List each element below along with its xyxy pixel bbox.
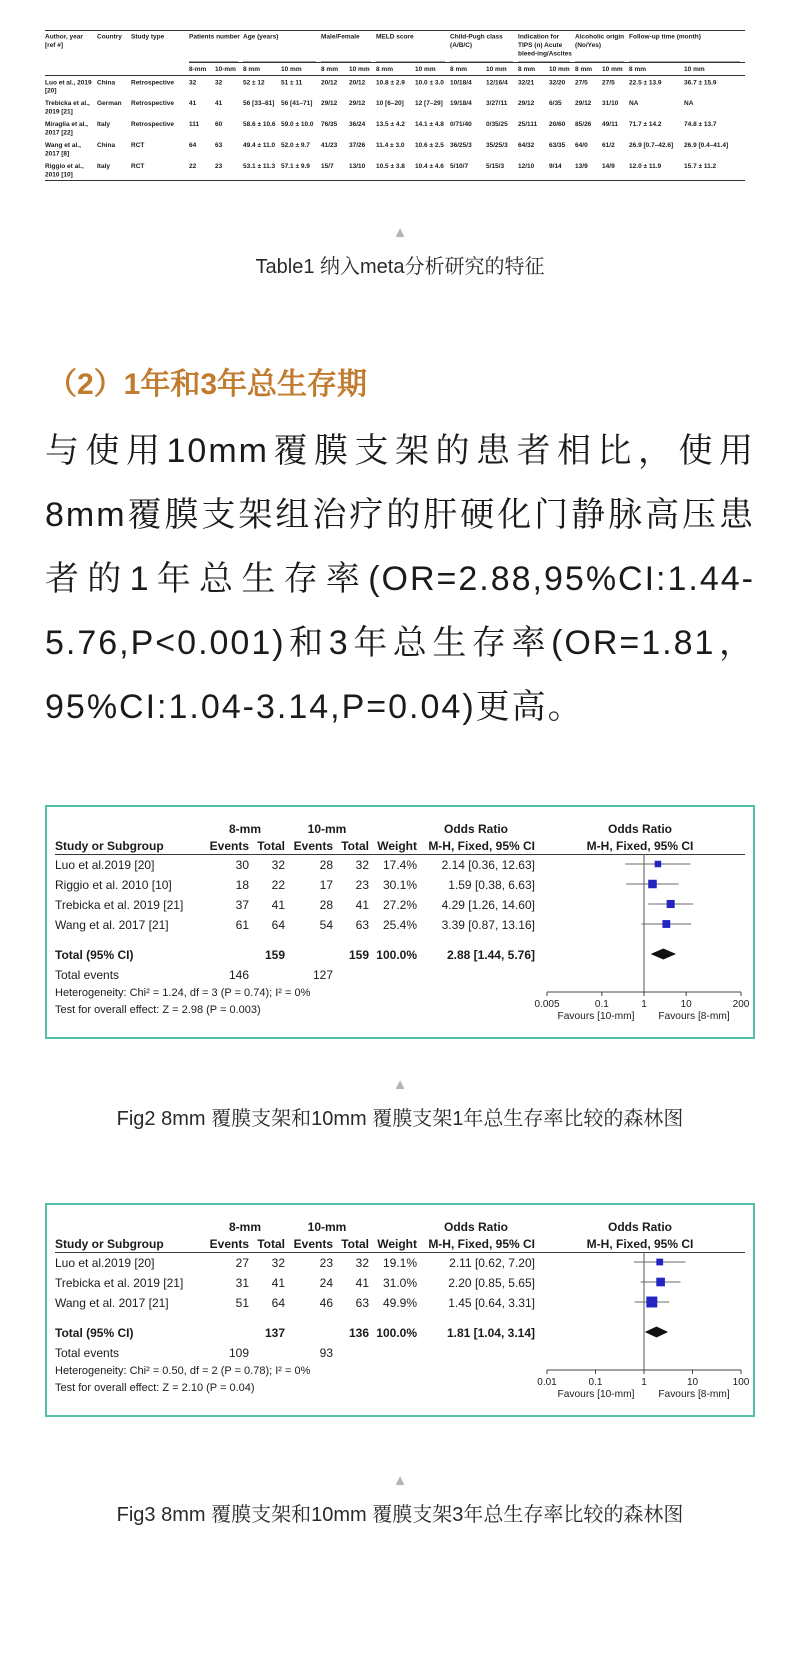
forest-cell: Events (293, 838, 333, 853)
forest-cell: 37 (235, 898, 249, 912)
forest-row (55, 1362, 745, 1379)
forest-cell: 146 (228, 967, 249, 982)
table1-cell: 22 (189, 161, 197, 170)
forest-cell: 27 (235, 1256, 249, 1270)
forest-study-name: Trebicka et al. 2019 [21] (55, 898, 184, 912)
table1-cell: 10.4 ± 4.6 (415, 161, 444, 170)
table1-cell: German (97, 99, 122, 107)
group1-header: 8-mm (228, 821, 261, 836)
table1-cell: Retrospective (131, 78, 174, 86)
table1-cell: 63 (215, 140, 223, 149)
forest-cell: 46 (319, 1296, 333, 1310)
overall-effect-text: Test for overall effect: Z = 2.98 (P = 0.003) (55, 1003, 261, 1016)
table1-subheader-cell: 8-mm (189, 62, 215, 75)
odds-ratio-header: Odds Ratio (443, 1219, 508, 1234)
or-ci-text: 4.29 [1.26, 14.60] (441, 898, 535, 912)
odds-ratio-header: Odds Ratio (443, 821, 508, 836)
table1-cell: 59.0 ± 10.0 (281, 120, 314, 128)
table1-cell: 12/16/4 (486, 78, 508, 86)
table1-cell: 64/0 (575, 140, 588, 149)
or-ci-text: 2.11 [0.62, 7.20] (449, 1256, 535, 1270)
table1-cell: 12 [7–29] (415, 99, 443, 107)
forest-cell: 32 (271, 858, 285, 872)
forest-cell: 31 (235, 1276, 249, 1290)
or-ci-text: 3.39 [0.87, 13.16] (441, 918, 535, 932)
forest-row (55, 1235, 745, 1253)
forest-cell: Weight (377, 1236, 417, 1251)
table1-cell: 32/20 (549, 78, 566, 86)
table1-group-label: MELD score (376, 32, 414, 40)
forest-row (55, 855, 745, 875)
table1-cell: Trebicka et al., 2019 [21] (45, 99, 90, 116)
heterogeneity-text: Heterogeneity: Chi² = 1.24, df = 3 (P = 0.74); I² = 0% (55, 986, 311, 999)
table1-cell: Italy (97, 120, 111, 128)
forest-fig3 (55, 1218, 750, 1402)
table1-subheader-cell: 10 mm (415, 62, 450, 75)
forest-cell: 41 (271, 1276, 285, 1290)
forest-cell: 24 (319, 1276, 333, 1290)
table1-cell: 29/12 (349, 99, 366, 107)
forest-cell: 51 (235, 1296, 249, 1310)
forest-cell: 30.1% (382, 878, 417, 892)
or-ci-text: 2.14 [0.36, 12.63] (441, 858, 535, 872)
forest-row (55, 820, 745, 837)
forest-cell: 32 (355, 858, 369, 872)
table1-cell: Riggio et al., 2010 [10] (45, 161, 84, 178)
odds-ratio-header: Odds Ratio (607, 1219, 672, 1234)
table1-cell: 10/18/4 (450, 78, 472, 86)
table1-group-label: Alcoholic origin (No/Yes) (575, 32, 625, 49)
forest-cell: 32 (355, 1256, 369, 1270)
heterogeneity-text: Heterogeneity: Chi² = 0.50, df = 2 (P = 0.78); I² = 0% (55, 1364, 311, 1377)
table1-cell: 60 (215, 120, 223, 128)
table1-group-header (189, 31, 243, 63)
forest-cell: Total (257, 1236, 285, 1251)
table1-caption: Table1 纳入meta分析研究的特征 (255, 256, 545, 278)
forest-study-name: Riggio et al. 2010 [10] (55, 878, 172, 892)
table1-cell: 29/12 (575, 99, 592, 107)
page (45, 0, 755, 1622)
table1-cell: NA (629, 99, 639, 107)
table1-group-header (450, 31, 518, 63)
table1-cell: 11.4 ± 3.0 (376, 140, 405, 149)
axis-tick-label: 10 (680, 999, 692, 1010)
table1-cell: 0/35/25 (486, 120, 508, 128)
table1-cell: 5/15/3 (486, 161, 505, 170)
table1-cell: 36/24 (349, 120, 366, 128)
fig2-caption: Fig2 8mm 覆膜支架和10mm 覆膜支架1年总生存率比较的森林图 (116, 1108, 684, 1130)
axis-tick-label: 0.1 (588, 1377, 603, 1388)
table1-cell: 57.1 ± 9.9 (281, 161, 310, 170)
forest-cell: Weight (377, 838, 417, 853)
table1-subheader-cell: 10 mm (684, 62, 745, 75)
forest-study-name: Luo et al.2019 [20] (55, 1256, 155, 1270)
table1-cell: 76/35 (321, 120, 338, 128)
table1-cell: 14/9 (602, 161, 615, 170)
collapse-triangle-icon: ▲ (392, 1472, 408, 1489)
table1-cell: 10.8 ± 2.9 (376, 78, 405, 86)
table1-cell: 20/12 (349, 78, 366, 86)
fig2-forest-plot (45, 805, 755, 1039)
table1-row (45, 97, 745, 118)
table1-cell: 26.9 [0.7–42.6] (629, 140, 674, 149)
table1-cell: 74.8 ± 13.7 (684, 120, 717, 128)
table1-header-cell: Author, year [ref #] (45, 31, 97, 76)
forest-cell: Total (341, 838, 369, 853)
forest-cell: 32 (271, 1256, 285, 1270)
forest-row (55, 945, 745, 965)
axis-tick-label: 0.005 (534, 999, 560, 1010)
forest-cell: 109 (228, 1345, 249, 1360)
table1-group-header (376, 31, 450, 63)
table1-row (45, 138, 745, 159)
table1-cell: 29/12 (518, 99, 535, 107)
table1-subheader-cell: 8 mm (575, 62, 602, 75)
forest-row (55, 1273, 745, 1293)
forest-row (55, 965, 745, 984)
table1-cell: 27/5 (575, 78, 588, 86)
table1-group-label: Age (years) (243, 32, 279, 40)
table1-cell: RCT (131, 140, 145, 149)
table1-cell: 41 (215, 99, 223, 107)
table1-subheader-cell: 10 mm (349, 62, 376, 75)
total-or-ci-text: 2.88 [1.44, 5.76] (446, 948, 535, 962)
forest-cell: 127 (312, 967, 333, 982)
table1-group-header (629, 31, 745, 63)
table1-row (45, 118, 745, 139)
forest-fig2 (55, 820, 750, 1024)
table1-cell: 20/12 (321, 78, 338, 86)
table1-cell: 15.7 ± 11.2 (684, 161, 717, 170)
forest-cell: 30 (235, 858, 249, 872)
table1 (45, 30, 747, 181)
or-ci-text: 2.20 [0.85, 5.65] (448, 1276, 535, 1290)
table1-cell: 3/27/11 (486, 99, 508, 107)
forest-study-name: Wang et al. 2017 [21] (55, 1296, 169, 1310)
total-events-label: Total events (55, 1345, 120, 1360)
axis-tick-label: 0.1 (594, 999, 609, 1010)
forest-cell: 93 (319, 1345, 333, 1360)
table1-group-label: Male/Female (321, 32, 360, 40)
group2-header: 10-mm (307, 1219, 347, 1234)
table1-cell: 0/71/40 (450, 120, 472, 128)
table1-group-header (243, 31, 321, 63)
table1-cell: 52 ± 12 (243, 78, 265, 86)
table1-subheader-cell: 10 mm (549, 62, 575, 75)
group2-header: 10-mm (307, 821, 347, 836)
forest-cell: 41 (271, 898, 285, 912)
table1-header-cell: Study type (131, 31, 189, 76)
table1-cell: 13/9 (575, 161, 588, 170)
odds-ratio-header: Odds Ratio (607, 821, 672, 836)
forest-row (55, 1313, 745, 1323)
table1-subheader-cell: 8 mm (243, 62, 281, 75)
table1-cell: 56 [33–81] (243, 99, 275, 107)
table1-cell: 85/26 (575, 120, 592, 128)
forest-row (55, 1323, 745, 1343)
forest-row (55, 935, 745, 945)
table1-cell: Miraglia et al., 2017 [22] (45, 120, 88, 137)
table1-cell: Retrospective (131, 120, 174, 128)
table1-cell: 49.4 ± 11.0 (243, 140, 276, 149)
table1-cell: 31/10 (602, 99, 619, 107)
table1-cell: 29/12 (321, 99, 338, 107)
table1-subheader-cell: 10 mm (602, 62, 629, 75)
study-col-header: Study or Subgroup (55, 838, 164, 853)
group1-header: 8-mm (228, 1219, 261, 1234)
forest-cell: 100.0% (376, 1326, 417, 1340)
forest-row (55, 895, 745, 915)
table1-cell: 56 [41–71] (281, 99, 313, 107)
forest-cell: 49.9% (382, 1296, 417, 1310)
fig3-caption: Fig3 8mm 覆膜支架和10mm 覆膜支架3年总生存率比较的森林图 (116, 1504, 684, 1526)
table1-group-label: Patients number (189, 32, 240, 40)
forest-cell: 28 (319, 858, 333, 872)
table1-cell: 22.5 ± 13.9 (629, 78, 662, 86)
table1-cell: 10 [6–20] (376, 99, 404, 107)
forest-cell: 19.1% (382, 1256, 417, 1270)
table1-cell: Italy (97, 161, 111, 170)
table1-group-label: Follow-up time (month) (629, 32, 701, 40)
or-ci-text: 1.45 [0.64, 3.31] (448, 1296, 535, 1310)
table1-group-header (575, 31, 629, 63)
forest-cell: 17 (319, 878, 333, 892)
table1-cell: 14.1 ± 4.8 (415, 120, 444, 128)
table1-subheader-cell: 10 mm (281, 62, 321, 75)
forest-cell: 64 (271, 1296, 285, 1310)
table1-cell: 15/7 (321, 161, 334, 170)
table1-cell: 13/10 (349, 161, 366, 170)
table1-cell: 25/111 (518, 120, 538, 128)
table1-cell: 10.0 ± 3.0 (415, 78, 444, 86)
method-header: M-H, Fixed, 95% CI (586, 1236, 694, 1251)
axis-tick-label: 1 (641, 1377, 647, 1388)
forest-cell: 41 (355, 898, 369, 912)
table1-cell: 52.0 ± 9.7 (281, 140, 310, 149)
total-label: Total (95% CI) (55, 948, 134, 962)
forest-cell: 17.4% (382, 858, 417, 872)
study-col-header: Study or Subgroup (55, 1236, 164, 1251)
forest-cell: 136 (348, 1326, 369, 1340)
axis-tick-label: 1 (641, 999, 647, 1010)
table1-cell: Retrospective (131, 99, 174, 107)
method-header: M-H, Fixed, 95% CI (428, 1236, 535, 1251)
table1-cell: 27/5 (602, 78, 615, 86)
forest-cell: 61 (235, 918, 249, 932)
table1-cell: 49/11 (602, 120, 618, 128)
forest-cell: 22 (271, 878, 285, 892)
forest-cell: Events (209, 1236, 249, 1251)
table1-group-header (321, 31, 376, 63)
table1-cell: RCT (131, 161, 145, 170)
table1-cell: 36.7 ± 15.9 (684, 78, 717, 86)
forest-row (55, 875, 745, 895)
forest-cell: 100.0% (376, 948, 417, 962)
collapse-triangle-icon: ▲ (392, 224, 408, 241)
forest-cell: 23 (355, 878, 369, 892)
favours-right-label: Favours [8-mm] (658, 1011, 730, 1022)
forest-study-name: Luo et al.2019 [20] (55, 858, 155, 872)
table1-cell: NA (684, 99, 694, 107)
table1-cell: 20/60 (549, 120, 566, 128)
table1-cell: 10.6 ± 2.5 (415, 140, 444, 149)
total-label: Total (95% CI) (55, 1326, 134, 1340)
table1-figure (45, 30, 751, 181)
table1-cell: 19/18/4 (450, 99, 472, 107)
body-paragraph: 与使用10mm覆膜支架的患者相比，使用8mm覆膜支架组治疗的肝硬化门静脉高压患者的1年总生存率(OR=2.88,95%CI:1.44-5.76,P<0.001)和3年总生存率(OR=1.81，95%CI:1.04-3.14,P=0.04)更高。 (45, 432, 755, 726)
table1-cell: 41/23 (321, 140, 338, 149)
table1-cell: 13.5 ± 4.2 (376, 120, 405, 128)
forest-row (55, 1293, 745, 1313)
table1-cell: 32 (189, 78, 197, 86)
table1-cell: 6/35 (549, 99, 562, 107)
table1-cell: 58.6 ± 10.6 (243, 120, 276, 128)
forest-cell: Events (293, 1236, 333, 1251)
table1-cell: 71.7 ± 14.2 (629, 120, 662, 128)
method-header: M-H, Fixed, 95% CI (586, 838, 694, 853)
forest-cell: 159 (264, 948, 285, 962)
favours-left-label: Favours [10-mm] (557, 1011, 635, 1022)
table1-cell: China (97, 140, 116, 149)
forest-row (55, 1343, 745, 1362)
method-header: M-H, Fixed, 95% CI (428, 838, 535, 853)
forest-cell: 63 (355, 1296, 369, 1310)
table1-cell: 111 (189, 120, 200, 128)
forest-cell: 137 (264, 1326, 285, 1340)
forest-cell: 25.4% (382, 918, 417, 932)
table1-row (45, 159, 745, 180)
table1-cell: 51 ± 11 (281, 78, 303, 86)
table1-subheader-cell: 8 mm (376, 62, 415, 75)
table1-cell: 9/14 (549, 161, 562, 170)
table1-row (45, 75, 745, 96)
table1-cell: Luo et al., 2019 [20] (45, 78, 92, 95)
table1-subheader-cell: 8 mm (450, 62, 486, 75)
table1-cell: 12/10 (518, 161, 535, 170)
section-heading: （2）1年和3年总生存期 (47, 368, 368, 401)
table1-cell: 10.5 ± 3.8 (376, 161, 405, 170)
table1-cell: 63/35 (549, 140, 566, 149)
table1-subheader-cell: 10 mm (486, 62, 518, 75)
forest-cell: 41 (355, 1276, 369, 1290)
favours-right-label: Favours [8-mm] (658, 1389, 730, 1400)
table1-group-header (518, 31, 575, 63)
or-ci-text: 1.59 [0.38, 6.63] (448, 878, 535, 892)
table1-cell: 12.0 ± 11.9 (629, 161, 662, 170)
table1-header-cell: Country (97, 31, 131, 76)
table1-cell: 37/26 (349, 140, 366, 149)
forest-cell: 159 (348, 948, 369, 962)
forest-row (55, 1253, 745, 1273)
forest-row (55, 1001, 745, 1018)
table1-cell: 61/2 (602, 140, 615, 149)
forest-cell: 28 (319, 898, 333, 912)
forest-cell: Total (257, 838, 285, 853)
table1-cell: 53.1 ± 11.3 (243, 161, 276, 170)
forest-cell: 64 (271, 918, 285, 932)
total-or-ci-text: 1.81 [1.04, 3.14] (446, 1326, 535, 1340)
table1-subheader-cell: 8 mm (321, 62, 349, 75)
overall-effect-text: Test for overall effect: Z = 2.10 (P = 0.04) (55, 1381, 255, 1394)
table1-cell: Wang et al., 2017 [8] (45, 140, 81, 157)
table1-table (45, 30, 745, 181)
table1-cell: 35/25/3 (486, 140, 508, 149)
fig3-forest-plot (45, 1203, 755, 1417)
forest-cell: 23 (319, 1256, 333, 1270)
table1-subheader-cell: 10-mm (215, 62, 243, 75)
axis-tick-label: 0.01 (537, 1377, 557, 1388)
forest-study-name: Trebicka et al. 2019 [21] (55, 1276, 184, 1290)
forest-row (55, 837, 745, 855)
forest-cell: Events (209, 838, 249, 853)
forest-cell: 27.2% (382, 898, 417, 912)
table1-group-label: Indication for TIPS (n) Acute bleed-ing/Ascites (518, 32, 572, 57)
table1-cell: 32/21 (518, 78, 535, 86)
forest-cell: 54 (319, 918, 333, 932)
table1-cell: 32 (215, 78, 223, 86)
forest-row (55, 915, 745, 935)
table1-cell: 26.9 [0.4–41.4] (684, 140, 729, 149)
table1-subheader-cell: 8 mm (629, 62, 684, 75)
table1-cell: 23 (215, 161, 223, 170)
forest-row (55, 1379, 745, 1396)
forest-row (55, 984, 745, 1001)
table1-group-label: Child-Pugh class (A/B/C) (450, 32, 503, 49)
table1-cell: 36/25/3 (450, 140, 472, 149)
forest-cell: 63 (355, 918, 369, 932)
forest-cell: 31.0% (382, 1276, 417, 1290)
forest-cell: 18 (235, 878, 249, 892)
table1-cell: China (97, 78, 116, 86)
collapse-triangle-icon: ▲ (392, 1076, 408, 1093)
axis-tick-label: 100 (732, 1377, 750, 1388)
favours-left-label: Favours [10-mm] (557, 1389, 635, 1400)
axis-tick-label: 200 (732, 999, 750, 1010)
axis-tick-label: 10 (686, 1377, 699, 1388)
table1-subheader-cell: 8 mm (518, 62, 549, 75)
table1-cell: 41 (189, 99, 197, 107)
forest-study-name: Wang et al. 2017 [21] (55, 918, 169, 932)
table1-cell: 64/32 (518, 140, 535, 149)
total-events-label: Total events (55, 967, 120, 982)
table1-cell: 64 (189, 140, 197, 149)
table1-cell: 5/10/7 (450, 161, 469, 170)
forest-cell: Total (341, 1236, 369, 1251)
forest-row (55, 1218, 745, 1235)
